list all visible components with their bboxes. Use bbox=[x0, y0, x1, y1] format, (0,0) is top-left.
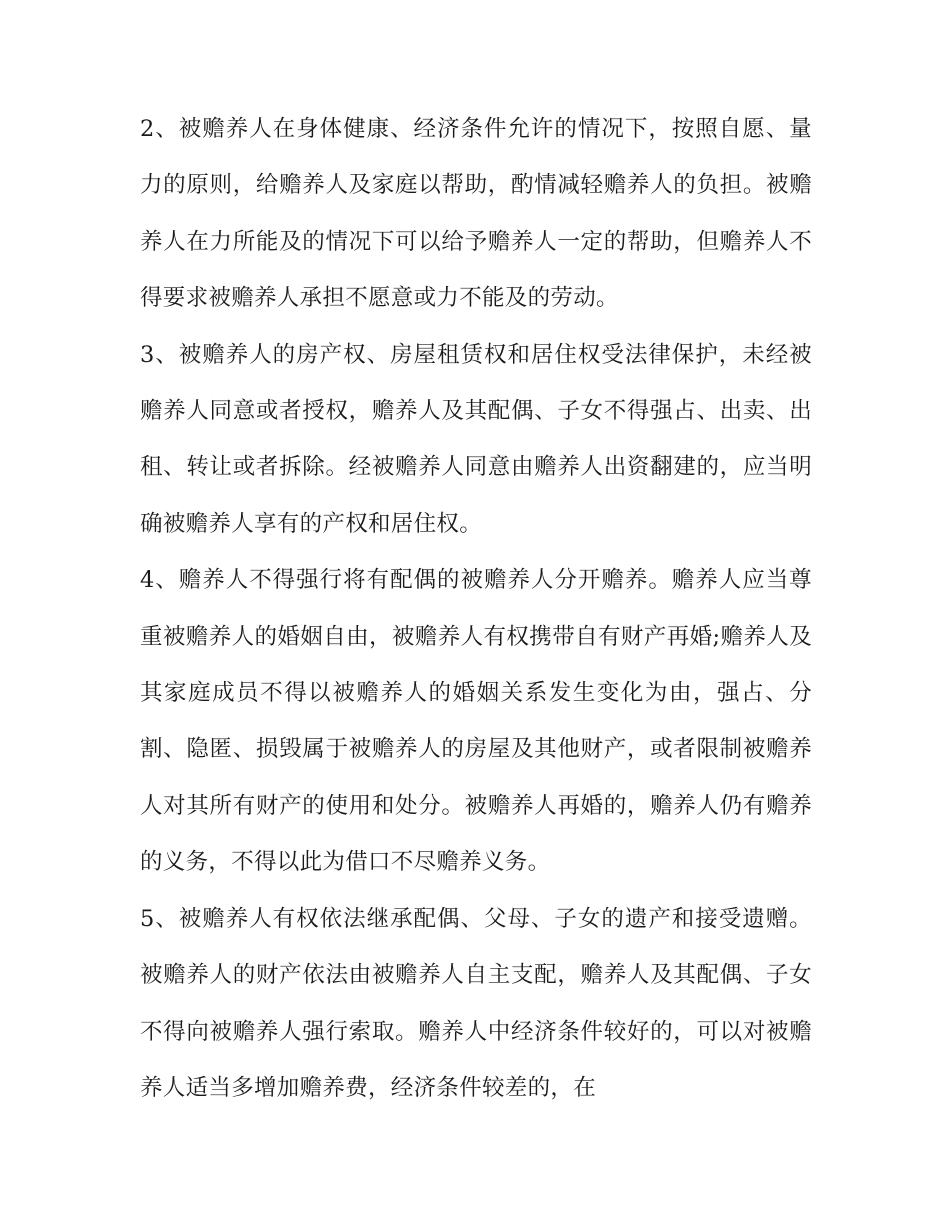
document-body bbox=[140, 101, 812, 1116]
paragraph-clause-3: 3、被赡养人的房产权、房屋租赁权和居住权受法律保护，未经被赡养人同意或者授权，赡养人及其配偶、子女不得强占、出卖、出租、转让或者拆除。经被赡养人同意由赡养人出资翻建的，应当明确被赡养人享有的产权和居住权。 bbox=[140, 341, 812, 537]
paragraph-clause-2: 2、被赡养人在身体健康、经济条件允许的情况下，按照自愿、量力的原则，给赡养人及家庭以帮助，酌情减轻赡养人的负担。被赡养人在力所能及的情况下可以给予赡养人一定的帮助，但赡养人不得要求被赡养人承担不愿意或力不能及的劳动。 bbox=[140, 116, 812, 312]
paragraph-clause-5: 5、被赡养人有权依法继承配偶、父母、子女的遗产和接受遗赠。被赡养人的财产依法由被赡养人自主支配，赡养人及其配偶、子女不得向被赡养人强行索取。赡养人中经济条件较好的，可以对被赡养人适当多增加赡养费，经济条件较差的，在 bbox=[140, 905, 812, 1101]
paragraph-clause-4: 4、赡养人不得强行将有配偶的被赡养人分开赡养。赡养人应当尊重被赡养人的婚姻自由，被赡养人有权携带自有财产再婚;赡养人及其家庭成员不得以被赡养人的婚姻关系发生变化为由，强占、分割、隐匿、损毁属于被赡养人的房屋及其他财产，或者限制被赡养人对其所有财产的使用和处分。被赡养人再婚的，赡养人仍有赡养的义务，不得以此为借口不尽赡养义务。 bbox=[140, 567, 812, 876]
